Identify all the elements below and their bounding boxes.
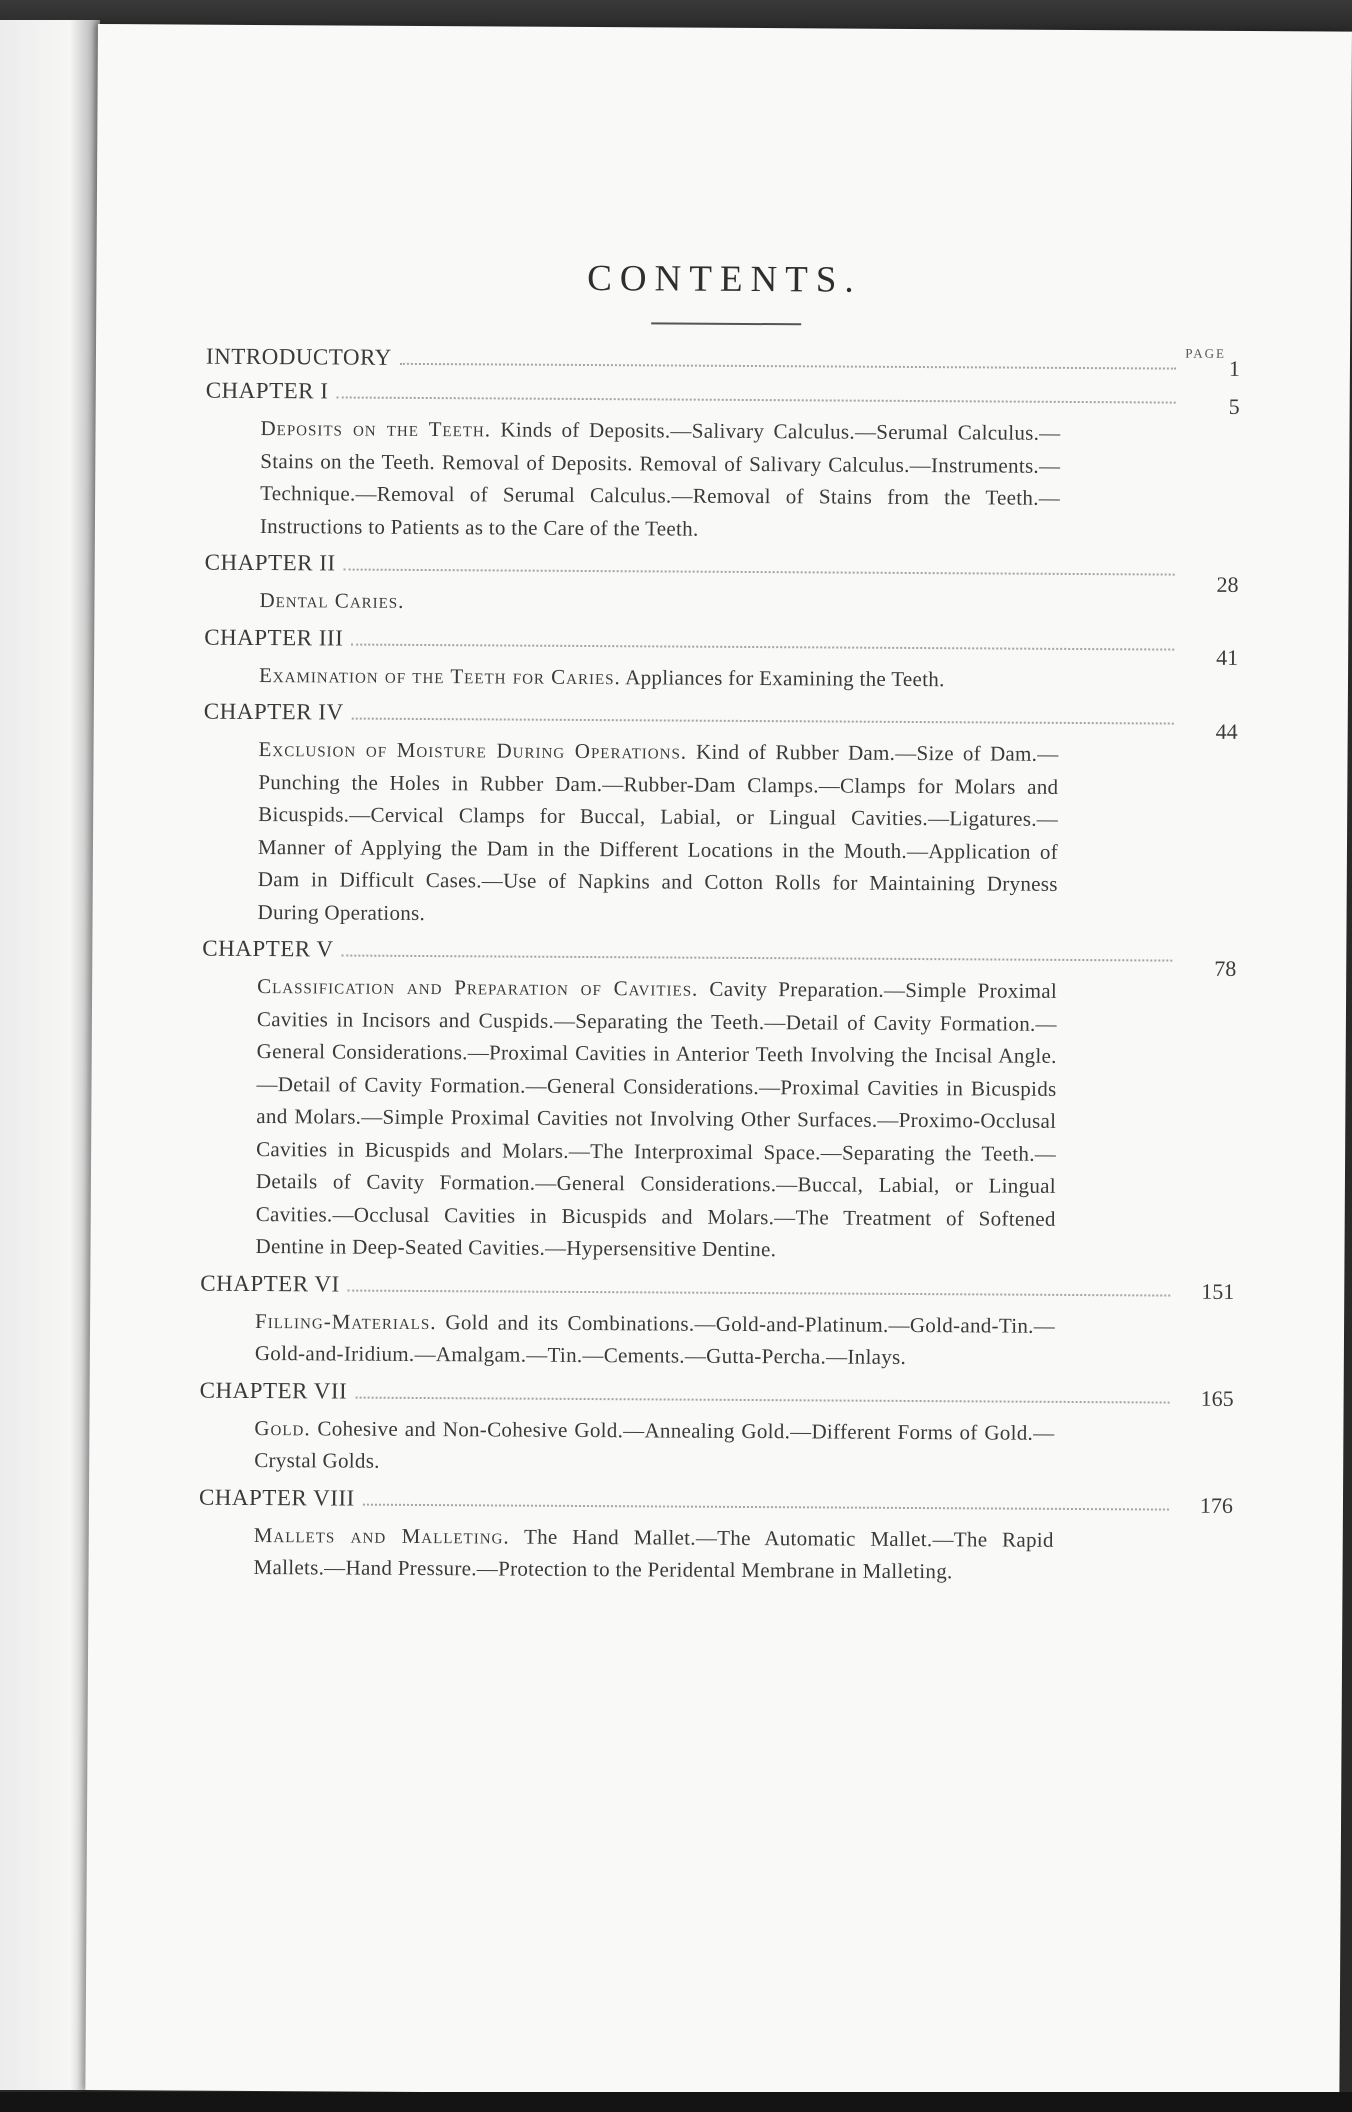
toc-entry-chapter-8 [198, 1480, 1234, 1589]
toc-entry-chapter-7 [199, 1373, 1234, 1482]
toc-entry-description [259, 584, 1059, 621]
dot-leader [336, 396, 1175, 403]
toc-heading-line [204, 620, 1174, 660]
toc-page-number: 44 [1215, 718, 1238, 744]
left-page-edge [0, 20, 100, 2090]
title-rule [651, 322, 801, 325]
toc-heading-line [202, 932, 1172, 972]
toc-entry-description [254, 1411, 1054, 1481]
toc-heading-line [200, 1373, 1170, 1413]
dot-leader [352, 718, 1174, 725]
toc-heading-line [204, 695, 1174, 735]
section-topics: The Hand Mallet.—The Automatic Mallet.—The Rapid Mallets.—Hand Pressure.—Protection to the Peridental Membrane in Malleting. [253, 1524, 1054, 1584]
toc-page-number: 78 [1214, 955, 1237, 981]
toc-entry-description [255, 970, 1057, 1267]
toc-entry-label: INTRODUCTORY [205, 343, 392, 370]
dot-leader [348, 1289, 1171, 1296]
section-topics: Cohesive and Non-Cohesive Gold.—Annealing Gold.—Different Forms of Gold.—Crystal Golds. [254, 1415, 1055, 1473]
page-column-label: PAGE [1185, 345, 1227, 361]
section-title: Mallets and Malleting. [253, 1522, 510, 1549]
toc-entry-chapter-3 [204, 620, 1239, 697]
section-title: Exclusion of Moisture During Operations. [258, 736, 688, 764]
toc-heading-line [205, 546, 1175, 586]
section-title: Deposits on the Teeth. [260, 416, 492, 442]
section-title: Examination of the Teeth for Caries. [258, 662, 621, 689]
section-topics: Cavity Preparation.—Simple Proximal Cavities in Incisors and Cuspids.—Separating the Teeth.—Detail of Cavity Formation.—General Considerations.—Proximal Cavities in Anterior Teeth Involving the Incisal Angle.—Detail of Cavity Formation.—General Considerations.—Proximal Cavities in Bicuspids and Molars.—Simple Proximal Cavities not Involving Other Surfaces.—Proximo-Occlusal Cavities in Bicuspids and Molars.—The Interproximal Space.—Separating the Teeth.—Details of Cavity Formation.—General Considerations.—Buccal, Labial, or Lingual Cavities.—Occlusal Cavities in Bicuspids and Molars.—The Treatment of Softened Dentine in Deep-Seated Cavities.—Hypersensitive Dentine. [255, 976, 1058, 1262]
toc-entry-description [255, 1304, 1055, 1374]
dot-leader [351, 643, 1174, 650]
dot-leader [344, 569, 1175, 576]
toc-page-number: 1 [1228, 355, 1240, 381]
toc-page-number: 165 [1200, 1385, 1234, 1411]
toc-entry-label: CHAPTER II [204, 549, 336, 576]
toc-heading-line [206, 374, 1176, 414]
toc-entry-chapter-5 [200, 932, 1237, 1269]
toc-entry-label: CHAPTER IV [203, 698, 344, 725]
dot-leader [400, 363, 1176, 370]
section-topics: Kinds of Deposits.—Salivary Calculus.—Serumal Calculus.—Stains on the Teeth. Removal of Deposits. Removal of Salivary Calculus.—Instruments.—Technique.—Removal of Serumal Calculus.—Removal of Stains from the Teeth.—Instructions to Patients as to the Care of the Teeth. [259, 417, 1061, 541]
toc-heading-line [199, 1480, 1169, 1520]
toc-entry-chapter-2 [204, 546, 1239, 623]
section-topics: Gold and its Combinations.—Gold-and-Platinum.—Gold-and-Tin.—Gold-and-Iridium.—Amalgam.—Tin.—Cements.—Gutta-Percha.—Inlays. [254, 1309, 1056, 1369]
section-title: Filling-Materials. [255, 1308, 437, 1334]
dot-leader [342, 955, 1173, 962]
toc-entry-description [253, 1518, 1053, 1588]
book-page [85, 24, 1352, 2098]
section-topics: Appliances for Examining the Teeth. [620, 664, 945, 691]
toc-page-number: 5 [1228, 393, 1240, 419]
toc-entry-description [260, 412, 1061, 547]
toc-page-number: 41 [1216, 644, 1239, 670]
table-of-contents [198, 340, 1240, 1590]
toc-entry-label: CHAPTER V [202, 935, 334, 962]
dot-leader [355, 1396, 1169, 1403]
toc-page-number: 176 [1199, 1492, 1234, 1518]
section-title: Dental Caries. [259, 587, 405, 613]
toc-entry-description [259, 658, 1059, 695]
toc-entry-label: CHAPTER VIII [198, 1484, 355, 1511]
section-title: Gold. [254, 1415, 311, 1440]
scan-bottom-edge [0, 2092, 1352, 2112]
section-title: Classification and Preparation of Cavities. [257, 973, 699, 1001]
toc-heading-line [200, 1266, 1170, 1306]
section-topics: Kind of Rubber Dam.—Size of Dam.—Punching the Holes in Rubber Dam.—Rubber-Dam Clamps.—Clamps for Molars and Bicuspids.—Cervical Clamps for Buccal, Labial, or Lingual Cavities.—Ligatures.—Manner of Applying the Dam in the Different Locations in the Mouth.—Application of Dam in Difficult Cases.—Use of Napkins and Cotton Rolls for Maintaining Dryness During Operations. [257, 739, 1059, 925]
toc-entry-chapter-4 [202, 695, 1238, 934]
page-title: CONTENTS. [587, 257, 862, 301]
toc-entry-chapter-6 [200, 1266, 1235, 1375]
dot-leader [363, 1503, 1169, 1510]
toc-entry-label: CHAPTER I [205, 377, 329, 404]
toc-entry-chapter-1 [205, 374, 1240, 548]
toc-entry-description [257, 733, 1058, 933]
page-content [198, 255, 1240, 1594]
toc-entry-label: CHAPTER VII [199, 1377, 348, 1404]
toc-page-number: 28 [1216, 571, 1239, 597]
toc-entry-label: CHAPTER III [204, 624, 344, 651]
toc-entry-label: CHAPTER VI [200, 1270, 340, 1296]
toc-page-number: 151 [1201, 1278, 1235, 1304]
